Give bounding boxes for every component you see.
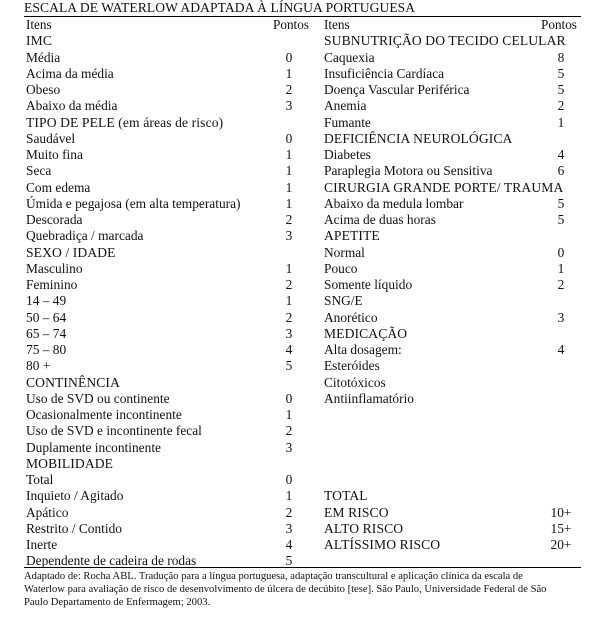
item-label: Descorada bbox=[26, 212, 83, 227]
table-row bbox=[322, 147, 580, 163]
column-header-row bbox=[322, 17, 580, 33]
item-points: 3 bbox=[285, 439, 293, 455]
item-points: 4 bbox=[557, 147, 565, 162]
item-points: 1 bbox=[285, 163, 293, 179]
item-label: Paraplegia Motora ou Sensitiva bbox=[324, 163, 493, 179]
footnote-line: Paulo Departamento de Enfermagem; 2003. bbox=[24, 597, 211, 608]
item-points: 5 bbox=[557, 195, 565, 211]
table-row bbox=[24, 66, 322, 82]
table-row bbox=[322, 342, 580, 358]
item-points: 8 bbox=[557, 49, 565, 65]
item-label: Acima de duas horas bbox=[324, 212, 436, 227]
source-footnote bbox=[24, 570, 581, 609]
item-label: Esteróides bbox=[324, 358, 380, 374]
table-row bbox=[24, 326, 322, 342]
item-points: 6 bbox=[557, 163, 565, 179]
table-row bbox=[24, 521, 322, 537]
footnote-line: Waterlow para avaliação de risco de desenvolvimento de úlcera de decúbito [tese]. São Paulo, Universidade Federal de São bbox=[24, 584, 547, 595]
table-row bbox=[24, 505, 322, 521]
table-row bbox=[322, 66, 580, 82]
item-label: MEDICAÇÃO bbox=[324, 325, 408, 341]
item-label: Caquexia bbox=[324, 49, 375, 65]
table-row bbox=[322, 82, 580, 98]
item-label: Muito fina bbox=[26, 147, 83, 162]
item-label: Úmida e pegajosa (em alta temperatura) bbox=[26, 195, 241, 211]
item-label: EM RISCO bbox=[324, 504, 389, 520]
item-label: Anorético bbox=[324, 309, 378, 325]
item-label: Seca bbox=[26, 163, 52, 179]
item-label: Restrito / Contido bbox=[26, 520, 122, 536]
item-label: APETITE bbox=[324, 228, 380, 244]
table-row bbox=[24, 358, 322, 374]
section-heading-row bbox=[322, 488, 580, 504]
table-row bbox=[24, 423, 322, 439]
footnote-line: Adaptado de: Rocha ABL. Tradução para a língua portuguesa, adaptação transcultural e aplicação clínica da escala de bbox=[24, 571, 523, 582]
item-points: 3 bbox=[285, 325, 293, 341]
item-label: Dependente de cadeira de rodas bbox=[26, 553, 197, 569]
item-label: Inquieto / Agitado bbox=[26, 488, 124, 504]
item-label: 80 + bbox=[26, 358, 51, 374]
column-header-row bbox=[24, 17, 322, 33]
table-row bbox=[322, 358, 580, 374]
item-points: 1 bbox=[557, 260, 565, 276]
table-row bbox=[322, 423, 580, 439]
section-heading-row bbox=[322, 326, 580, 342]
table-row bbox=[24, 98, 322, 114]
item-points: 3 bbox=[285, 520, 293, 536]
item-label: SNG/E bbox=[324, 293, 363, 309]
table-row bbox=[24, 440, 322, 456]
item-label: 50 – 64 bbox=[26, 309, 67, 325]
item-label: Normal bbox=[324, 244, 365, 260]
left-column bbox=[24, 17, 322, 570]
item-points: 5 bbox=[285, 358, 293, 374]
table-row bbox=[24, 488, 322, 504]
item-label: SEXO / IDADE bbox=[26, 244, 116, 260]
section-heading-row bbox=[24, 245, 322, 261]
table-row bbox=[24, 212, 322, 228]
table-row bbox=[322, 245, 580, 261]
item-label: ALTÍSSIMO RISCO bbox=[324, 537, 441, 552]
item-label: CIRURGIA GRANDE PORTE/ TRAUMA bbox=[324, 179, 564, 195]
item-points: 10+ bbox=[550, 504, 572, 520]
item-points: 4 bbox=[557, 342, 565, 357]
table-row bbox=[322, 440, 580, 456]
table-row bbox=[322, 115, 580, 131]
item-points: 2 bbox=[285, 504, 293, 520]
item-label: Quebradiça / marcada bbox=[26, 228, 144, 244]
item-points: 3 bbox=[285, 98, 293, 114]
item-label: Pouco bbox=[324, 260, 358, 276]
item-label: 14 – 49 bbox=[26, 293, 67, 309]
item-points: 1 bbox=[285, 407, 293, 422]
section-heading-row bbox=[24, 33, 322, 49]
table-row bbox=[24, 228, 322, 244]
item-points: 0 bbox=[285, 130, 293, 146]
table-row bbox=[24, 293, 322, 309]
item-label: Antiinflamatório bbox=[324, 390, 414, 406]
item-label: Citotóxicos bbox=[324, 374, 386, 390]
table-row bbox=[24, 537, 322, 553]
item-label: Apático bbox=[26, 504, 69, 520]
table-row bbox=[322, 407, 580, 423]
item-label: Abaixo da medula lombar bbox=[324, 195, 464, 211]
section-heading-row bbox=[322, 505, 580, 521]
table-row bbox=[322, 375, 580, 391]
table-row bbox=[24, 147, 322, 163]
item-points: 20+ bbox=[550, 537, 572, 552]
table-row bbox=[322, 196, 580, 212]
item-points: 0 bbox=[285, 472, 293, 487]
item-points: 4 bbox=[285, 342, 293, 357]
table-row bbox=[322, 277, 580, 293]
table-row bbox=[322, 310, 580, 326]
section-heading-row bbox=[24, 115, 322, 131]
item-label: Saudável bbox=[26, 130, 76, 146]
item-label: Doença Vascular Periférica bbox=[324, 82, 470, 97]
item-label: Masculino bbox=[26, 260, 83, 276]
item-points: 2 bbox=[557, 98, 565, 114]
item-points: 1 bbox=[285, 147, 293, 162]
item-points: 5 bbox=[557, 65, 565, 81]
table-row bbox=[24, 407, 322, 423]
table-row bbox=[24, 261, 322, 277]
section-heading-row bbox=[322, 131, 580, 147]
item-label: Inerte bbox=[26, 537, 58, 552]
item-label: Com edema bbox=[26, 179, 91, 195]
table-row bbox=[322, 261, 580, 277]
table-row bbox=[24, 131, 322, 147]
item-label: Total bbox=[26, 472, 54, 487]
table-row bbox=[24, 391, 322, 407]
section-heading-row bbox=[322, 33, 580, 49]
item-label: IMC bbox=[26, 33, 52, 49]
item-points: 2 bbox=[285, 82, 293, 97]
table-row bbox=[24, 310, 322, 326]
table-row bbox=[24, 277, 322, 293]
table-row bbox=[24, 163, 322, 179]
table-row bbox=[322, 293, 580, 309]
section-heading-row bbox=[322, 180, 580, 196]
item-label: Abaixo da média bbox=[26, 98, 118, 114]
item-points: 2 bbox=[285, 423, 293, 439]
item-label: TIPO DE PELE (em áreas de risco) bbox=[26, 114, 224, 130]
item-points: 1 bbox=[285, 195, 293, 211]
item-points: 0 bbox=[557, 244, 565, 260]
item-label: Somente líquido bbox=[324, 277, 413, 292]
table-row bbox=[24, 342, 322, 358]
item-points: 0 bbox=[285, 390, 293, 406]
item-points: 3 bbox=[285, 228, 293, 244]
item-label: Diabetes bbox=[324, 147, 371, 162]
item-label: 65 – 74 bbox=[26, 325, 67, 341]
item-points: 2 bbox=[557, 277, 565, 292]
item-label: DEFICIÊNCIA NEUROLÓGICA bbox=[324, 130, 513, 146]
item-points: 4 bbox=[285, 537, 293, 552]
item-points: 5 bbox=[557, 82, 565, 97]
item-points: 2 bbox=[285, 309, 293, 325]
section-heading-row bbox=[322, 537, 580, 553]
item-label: Acima da média bbox=[26, 65, 114, 81]
section-heading-row bbox=[24, 456, 322, 472]
item-label: Ocasionalmente incontinente bbox=[26, 407, 182, 422]
item-label: Fumante bbox=[324, 114, 371, 130]
section-heading-row bbox=[322, 228, 580, 244]
header-points: Pontos bbox=[273, 17, 309, 32]
item-points: 1 bbox=[285, 293, 293, 309]
item-points: 5 bbox=[557, 212, 565, 227]
item-label: CONTINÊNCIA bbox=[26, 374, 120, 390]
item-label: ALTO RISCO bbox=[324, 520, 404, 536]
item-points: 1 bbox=[285, 65, 293, 81]
table-row bbox=[322, 98, 580, 114]
item-label: Duplamente incontinente bbox=[26, 439, 161, 455]
table-row bbox=[322, 472, 580, 488]
item-points: 5 bbox=[285, 553, 293, 569]
table-row bbox=[322, 456, 580, 472]
table-row bbox=[24, 180, 322, 196]
item-label: TOTAL bbox=[324, 488, 368, 504]
item-points: 15+ bbox=[550, 520, 572, 536]
item-points: 1 bbox=[285, 179, 293, 195]
item-label: Obeso bbox=[26, 82, 61, 97]
item-points: 1 bbox=[285, 260, 293, 276]
item-label: Uso de SVD e incontinente fecal bbox=[26, 423, 202, 439]
item-points: 0 bbox=[285, 49, 293, 65]
table-row bbox=[24, 50, 322, 66]
section-heading-row bbox=[322, 521, 580, 537]
item-label: 75 – 80 bbox=[26, 342, 67, 357]
item-label: SUBNUTRIÇÃO DO TECIDO CELULAR bbox=[324, 33, 566, 49]
item-label: Anemia bbox=[324, 98, 367, 114]
section-heading-row bbox=[24, 375, 322, 391]
table-row bbox=[24, 82, 322, 98]
item-points: 3 bbox=[557, 309, 565, 325]
table-title: ESCALA DE WATERLOW ADAPTADA À LÍNGUA PORTUGUESA bbox=[24, 0, 416, 15]
table-row bbox=[322, 212, 580, 228]
right-column bbox=[322, 17, 580, 553]
item-label: MOBILIDADE bbox=[26, 455, 114, 471]
item-label: Alta dosagem: bbox=[324, 342, 402, 357]
table-row bbox=[322, 50, 580, 66]
item-label: Insuficiência Cardíaca bbox=[324, 65, 445, 81]
item-points: 1 bbox=[285, 488, 293, 504]
item-label: Uso de SVD ou continente bbox=[26, 390, 170, 406]
item-points: 2 bbox=[285, 277, 293, 292]
table-row bbox=[24, 196, 322, 212]
item-points: 2 bbox=[285, 212, 293, 227]
table-row bbox=[24, 472, 322, 488]
table-row bbox=[322, 163, 580, 179]
item-label: Média bbox=[26, 49, 61, 65]
header-items: Itens bbox=[26, 17, 52, 32]
item-points: 1 bbox=[557, 114, 565, 130]
header-items: Itens bbox=[324, 17, 350, 32]
table-row bbox=[24, 553, 322, 569]
table-row bbox=[322, 391, 580, 407]
header-points: Pontos bbox=[541, 17, 577, 32]
item-label: Feminino bbox=[26, 277, 78, 292]
